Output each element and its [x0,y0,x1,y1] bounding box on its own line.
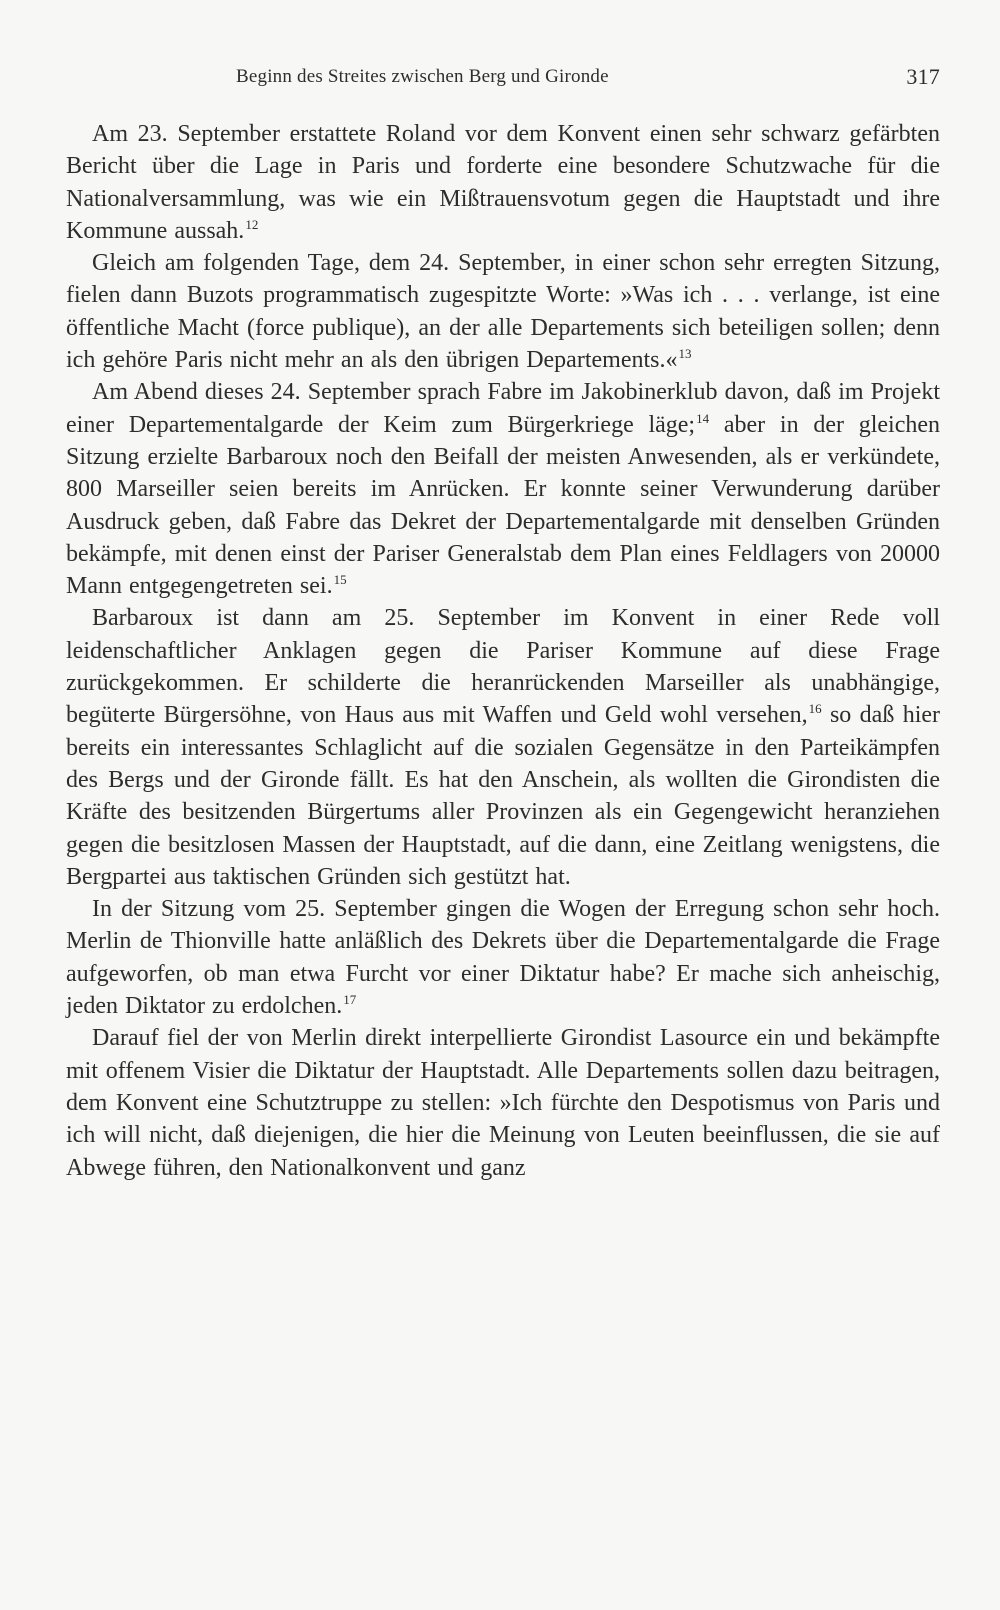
paragraph [66,118,940,247]
footnote-marker: 17 [343,992,357,1008]
paragraph [66,1022,940,1183]
footnote-marker: 16 [808,701,822,717]
paragraph [66,893,940,1022]
paragraph-text: aber in der gleichen Sitzung erzielte Barbaroux noch den Beifall der meisten Anwesenden, als er verkündete, 800 Marseiller seien bereits im Anrücken. Er konnte seiner Verwunderung darüber Ausdruck geben, daß Fabre das Dekret der Departementalgarde mit denselben Gründen bekämpfe, mit denen einst der Pariser Generalstab dem Plan eines Feldlagers von 20000 Mann entgegengetreten sei. [66,411,940,600]
paragraph-text: Am 23. September erstattete Roland vor dem Konvent einen sehr schwarz gefärbten Bericht über die Lage in Paris und forderte eine besondere Schutzwache für die Nationalversammlung, was wie ein Mißtrauensvotum gegen die Hauptstadt und ihre Kommune aussah. [66,121,940,244]
paragraph-text: Darauf fiel der von Merlin direkt interpellierte Girondist Lasource ein und bekämpfte mit offenem Visier die Diktatur der Hauptstadt. Alle Departements sollen dazu beitragen, dem Konvent eine Schutztruppe zu stellen: »Ich fürchte den Despotismus von Paris und ich will nicht, daß diejenigen, die hier die Meinung von Leuten beeinflussen, die sie auf Abwege führen, den Nationalkonvent und ganz [66,1025,940,1181]
paragraph-text: In der Sitzung vom 25. September gingen die Wogen der Erregung schon sehr hoch. Merlin de Thionville hatte anläßlich des Dekrets über die Departementalgarde die Frage aufgeworfen, ob man etwa Furcht vor einer Diktatur habe? Er mache sich anheischig, jeden Diktator zu erdolchen. [66,896,940,1020]
running-header [66,62,940,92]
paragraph [66,376,940,602]
paragraph-text: Am Abend dieses 24. September sprach Fabre im Jakobinerklub davon, daß im Projekt einer Departementalgarde der Keim zum Bürgerkriege läge; [66,379,940,438]
paragraph-text: Barbaroux ist dann am 25. September im Konvent in einer Rede voll leidenschaftlicher Anklagen gegen die Pariser Kommune auf diese Frage zurückgekommen. Er schilderte die heranrückenden Marseiller als unabhängige, begüterte Bürgersöhne, von Haus aus mit Waffen und Geld wohl versehen, [66,605,940,729]
footnote-marker: 14 [696,410,710,426]
paragraph-text: Gleich am folgenden Tage, dem 24. September, in einer schon sehr erregten Sitzung, fielen dann Buzots programmatisch zugespitzte Worte: »Was ich . . . verlange, ist eine öffentliche Macht (force publique), an der alle Departements sich beteiligen sollen; denn ich gehöre Paris nicht mehr an als den übrigen Departements.« [66,250,940,374]
footnote-marker: 15 [333,572,347,588]
footnote-marker: 12 [245,216,259,232]
paragraph-text: so daß hier bereits ein interessantes Schlaglicht auf die sozialen Gegensätze in den Parteikämpfen des Bergs und der Gironde fällt. Es hat den Anschein, als wollten die Girondisten die Kräfte des besitzenden Bürgertums aller Provinzen als ein Gegengewicht heranziehen gegen die besitzlosen Massen der Hauptstadt, auf die dann, eine Zeitlang wenigstens, die Bergpartei aus taktischen Gründen sich gestützt hat. [66,702,941,890]
paragraph [66,247,940,376]
page-number: 317 [906,64,940,89]
running-title: Beginn des Streites zwischen Berg und Gironde [236,66,609,87]
paragraph [66,602,940,893]
body-text [66,118,940,1184]
book-page [66,62,940,1184]
footnote-marker: 13 [678,346,692,362]
